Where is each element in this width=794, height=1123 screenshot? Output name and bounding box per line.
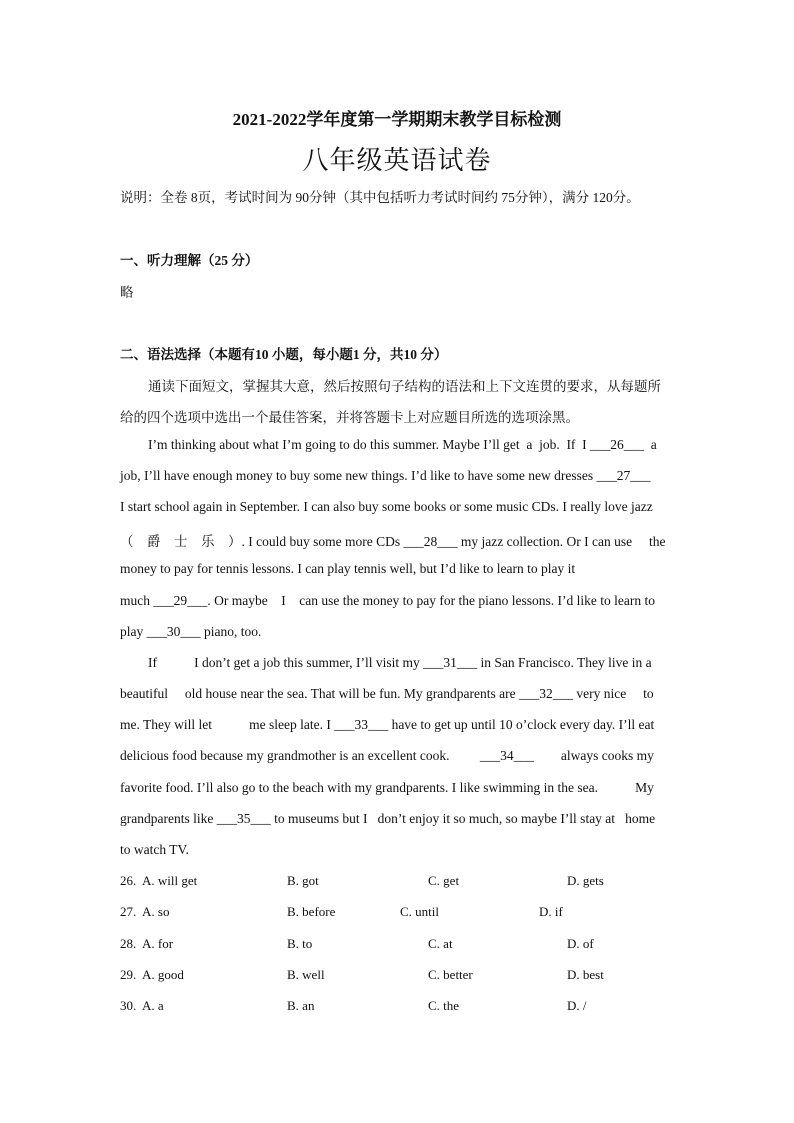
question-options <box>120 904 680 922</box>
option-b: B. well <box>287 967 325 982</box>
instructions-line-2: 给的四个选项中选出一个最佳答案，并将答题卡上对应题目所选的选项涂黑。 <box>120 410 579 425</box>
question-number: 27. <box>120 904 137 919</box>
option-a: A. good <box>142 967 184 982</box>
passage-line: job, I’ll have enough money to buy some new things. I’d like to have some new dresses ___27___ <box>120 468 651 483</box>
passage-line: play ___30___ piano, too. <box>120 624 262 639</box>
question-options <box>120 936 680 954</box>
passage-line: much ___29___. Or maybe I can use the money to pay for the piano lessons. I’d like to learn to <box>120 593 655 608</box>
option-d: D. if <box>539 904 563 919</box>
option-b: B. to <box>287 936 313 951</box>
option-b: B. an <box>287 998 315 1013</box>
question-number: 30. <box>120 998 137 1013</box>
option-a: A. for <box>142 936 174 951</box>
question-number: 28. <box>120 936 137 951</box>
passage-line: beautiful old house near the sea. That will be fun. My grandparents are ___32___ very nice to <box>120 686 654 701</box>
exam-note: 说明：全卷 8页，考试时间为 90分钟（其中包括听力考试时间约 75分钟），满分 120分。 <box>120 190 640 205</box>
option-a: A. a <box>142 998 164 1013</box>
section-1-content: 略 <box>120 285 134 300</box>
option-c: C. better <box>428 967 473 982</box>
option-d: D. gets <box>567 873 604 888</box>
passage-line: favorite food. I’ll also go to the beach with my grandparents. I like swimming in the sea. My <box>120 780 654 795</box>
passage-line: I’m thinking about what I’m going to do this summer. Maybe I’ll get a job. If I ___26___ a <box>148 437 657 452</box>
passage-line: If I don’t get a job this summer, I’ll visit my ___31___ in San Francisco. They live in a <box>148 655 652 670</box>
question-options <box>120 998 680 1016</box>
exam-subtitle: 八年级英语试卷 <box>302 146 492 175</box>
passage-line: （ 爵 士 乐 ）. I could buy some more CDs ___28___ my jazz collection. Or I can use the <box>120 534 666 549</box>
option-c: C. the <box>428 998 460 1013</box>
passage-line: delicious food because my grandmother is an excellent cook. ___34___ always cooks my <box>120 748 654 763</box>
passage-line: to watch TV. <box>120 842 189 857</box>
option-b: B. got <box>287 873 319 888</box>
passage-line: me. They will let me sleep late. I ___33___ have to get up until 10 o’clock every day. I’ll eat <box>120 717 655 732</box>
instructions-line-1: 通读下面短文，掌握其大意，然后按照句子结构的语法和上下文连贯的要求，从每题所 <box>148 379 661 394</box>
option-c: C. get <box>428 873 460 888</box>
option-c: C. at <box>428 936 453 951</box>
question-options <box>120 873 680 891</box>
passage-line: I start school again in September. I can also buy some books or some music CDs. I really love jazz <box>120 499 653 514</box>
option-a: A. so <box>142 904 170 919</box>
option-b: B. before <box>287 904 336 919</box>
option-d: D. / <box>567 998 587 1013</box>
section-1-heading: 一、听力理解（25 分） <box>120 253 259 268</box>
option-d: D. best <box>567 967 604 982</box>
question-number: 26. <box>120 873 137 888</box>
passage-line: grandparents like ___35___ to museums but I don’t enjoy it so much, so maybe I’ll stay at home <box>120 811 656 826</box>
question-number: 29. <box>120 967 137 982</box>
option-a: A. will get <box>142 873 198 888</box>
section-2-heading: 二、语法选择（本题有10 小题，每小题1 分，共10 分） <box>120 347 448 362</box>
exam-title: 2021-2022学年度第一学期期末教学目标检测 <box>232 110 562 129</box>
option-c: C. until <box>400 904 440 919</box>
option-d: D. of <box>567 936 594 951</box>
passage-line: money to pay for tennis lessons. I can play tennis well, but I’d like to learn to play it <box>120 561 576 576</box>
question-options <box>120 967 680 985</box>
